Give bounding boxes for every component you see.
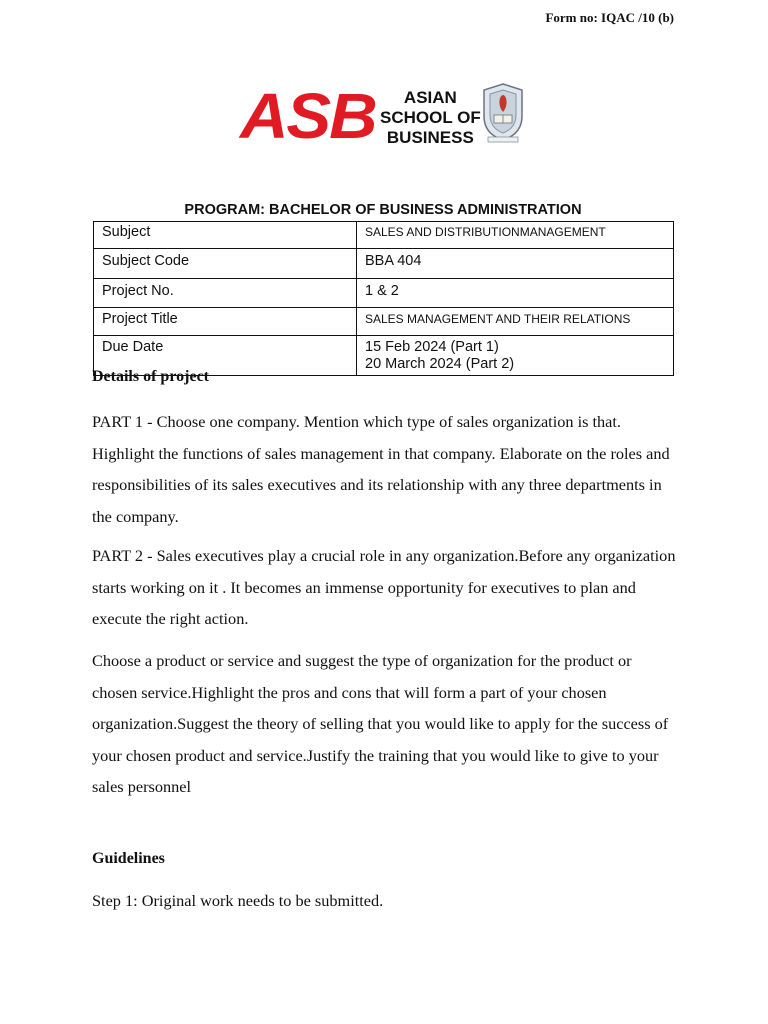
guidelines-heading: Guidelines xyxy=(92,850,165,867)
table-row xyxy=(94,279,674,308)
program-title: PROGRAM: BACHELOR OF BUSINESS ADMINISTRATION xyxy=(184,202,582,218)
table-row xyxy=(94,222,674,249)
product-paragraph: Choose a product or service and suggest the type of organization for the product or chosen service.Highlight the pros and cons that will form a part of your chosen organization.Suggest the theory of selling that you would like to apply for the success of your chosen product and service.Justify the training that you would like to give to your sales personnel xyxy=(92,651,669,796)
table-row xyxy=(94,249,674,279)
project-info-table xyxy=(93,221,674,376)
form-number: Form no: IQAC /10 (b) xyxy=(545,10,674,25)
row-value-subject-code: BBA 404 xyxy=(357,249,674,279)
logo-line-2: SCHOOL OF xyxy=(380,108,481,127)
details-heading: Details of project xyxy=(92,368,209,385)
row-value-project-title: SALES MANAGEMENT AND THEIR RELATIONS xyxy=(357,308,674,336)
part-1-paragraph: PART 1 - Choose one company. Mention which type of sales organization is that. Highlight the functions of sales management in that company. Elaborate on the roles and responsibilities of its sales executives and its relationship with any three departments in the company. xyxy=(92,412,670,526)
asb-logo xyxy=(240,80,540,152)
row-value-due-date xyxy=(357,336,674,376)
due-date-part-2: 20 March 2024 (Part 2) xyxy=(365,356,515,372)
row-label-due-date: Due Date xyxy=(94,336,357,376)
row-value-project-no: 1 & 2 xyxy=(357,279,674,308)
logo-line-3: BUSINESS xyxy=(386,128,474,147)
row-label-subject: Subject xyxy=(94,222,357,249)
row-label-project-title: Project Title xyxy=(94,308,357,336)
logo-letters: ASB xyxy=(240,80,376,152)
school-crest-icon xyxy=(480,82,526,144)
part-2-paragraph: PART 2 - Sales executives play a crucial role in any organization.Before any organization starts working on it . It becomes an immense opportunity for executives to plan and execute the right action. xyxy=(92,546,676,628)
row-label-project-no: Project No. xyxy=(94,279,357,308)
row-value-subject: SALES AND DISTRIBUTIONMANAGEMENT xyxy=(357,222,674,249)
guideline-step-1: Step 1: Original work needs to be submitted. xyxy=(92,891,384,910)
row-label-subject-code: Subject Code xyxy=(94,249,357,279)
due-date-part-1: 15 Feb 2024 (Part 1) xyxy=(365,339,499,355)
table-row xyxy=(94,308,674,336)
logo-school-name xyxy=(380,88,481,148)
logo-line-1: ASIAN xyxy=(403,88,457,107)
